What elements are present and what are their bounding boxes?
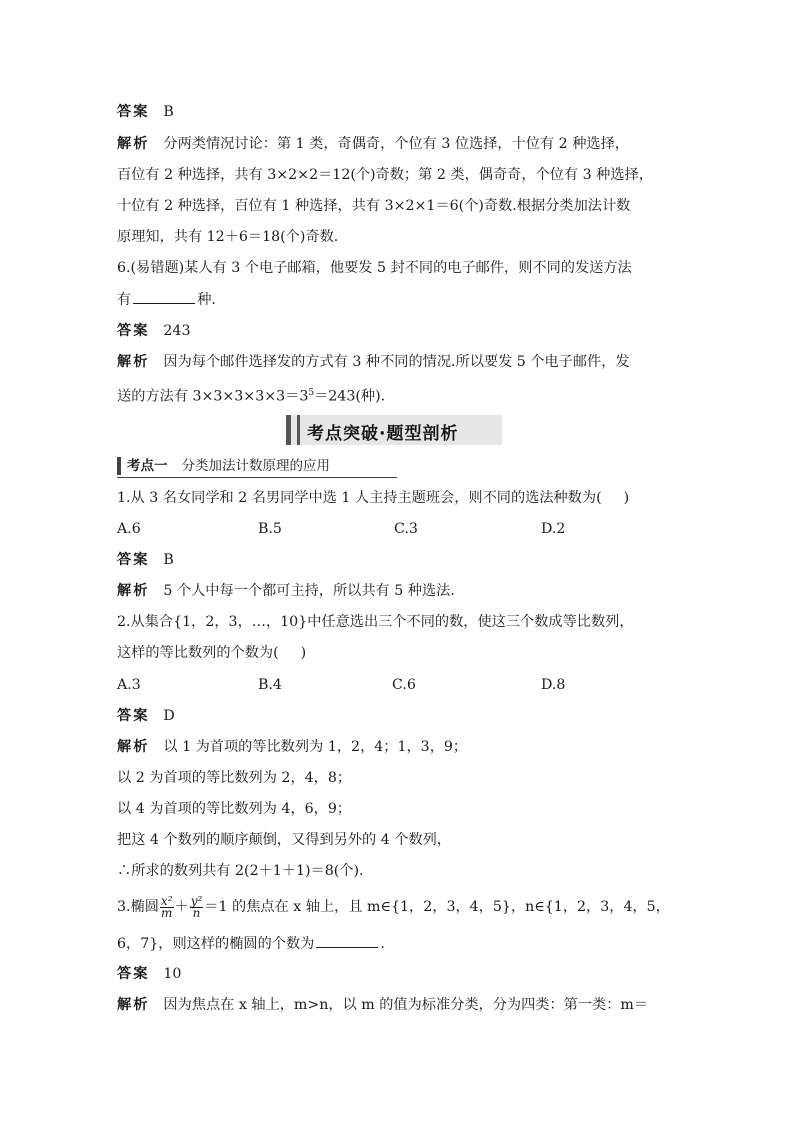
answer-value: 243 (163, 323, 191, 339)
option-b: B.4 (258, 677, 282, 693)
answer-value: 10 (163, 966, 182, 982)
question-1-stem (117, 488, 684, 508)
question-6-text: 有 (117, 292, 132, 308)
analysis-text-line (117, 383, 684, 407)
analysis-label: 解析 (117, 997, 150, 1013)
answer-label: 答案 (117, 104, 150, 120)
answer-label: 答案 (117, 708, 150, 724)
question-3-text: 3.椭圆 (117, 899, 159, 915)
option-c: C.6 (392, 677, 416, 693)
question-6-stem: 6.(易错题)某人有 3 个电子邮箱，他要发 5 封不同的电子邮件，则不同的发送方法 (117, 260, 632, 276)
analysis-row (117, 134, 684, 154)
question-3-stem (117, 892, 684, 922)
topic-header (117, 455, 397, 478)
option-a: A.6 (117, 521, 141, 537)
exponent: 5 (308, 388, 315, 398)
analysis-row (117, 737, 684, 757)
question-1-text: 1.从 3 名女同学和 2 名男同学中选 1 人主持主题班会，则不同的选法种数为( (117, 490, 602, 506)
option-d: D.8 (541, 677, 566, 693)
question-2-text: 这样的等比数列的个数为( (117, 645, 279, 661)
analysis-label: 解析 (117, 354, 150, 370)
answer-row (117, 102, 684, 122)
analysis-text: 因为每个邮件选择发的方式有 3 种不同的情况.所以要发 5 个电子邮件，发 (163, 354, 630, 370)
question-6-text-end: 种. (197, 292, 216, 308)
question-2-paren: ) (300, 645, 307, 661)
answer-value: B (163, 552, 174, 568)
answer-label: 答案 (117, 552, 150, 568)
analysis-text-line: 以 4 为首项的等比数列为 4，6，9； (117, 801, 352, 817)
analysis-text-line: ∴所求的数列共有 2(2＋1＋1)＝8(个). (117, 863, 364, 879)
analysis-label: 解析 (117, 136, 150, 152)
fraction-denominator: n (192, 905, 201, 920)
analysis-text-end: ＝243(种). (314, 388, 386, 405)
answer-row (117, 706, 684, 726)
fraction (160, 893, 174, 920)
analysis-row (117, 995, 684, 1015)
answer-row (117, 964, 684, 984)
analysis-text-line: 百位有 2 种选择，共有 3×2×2＝12(个)奇数；第 2 类，偶奇奇，个位有 3 种选择， (117, 167, 653, 183)
analysis-text-line: 原理知，共有 12＋6＝18(个)奇数. (117, 229, 339, 245)
question-3-text-end: . (380, 936, 385, 952)
question-3-stem-line2 (117, 933, 684, 954)
question-2-stem: 2.从集合{1，2，3，…，10}中任意选出三个不同的数，使这三个数成等比数列， (117, 614, 634, 630)
analysis-text-line: 以 2 为首项的等比数列为 2，4，8； (117, 770, 352, 786)
analysis-text-line: 把这 4 个数列的顺序颠倒，又得到另外的 4 个数列， (117, 832, 452, 848)
analysis-label: 解析 (117, 583, 150, 599)
analysis-text: 因为焦点在 x 轴上，m>n，以 m 的值为标准分类，分为四类：第一类：m＝ (163, 997, 649, 1013)
analysis-text: 以 1 为首项的等比数列为 1，2，4；1，3，9； (163, 739, 468, 755)
analysis-row (117, 352, 684, 372)
fraction-denominator: m (161, 905, 173, 920)
fraction-numerator: y² (190, 893, 203, 908)
answer-label: 答案 (117, 323, 150, 339)
plus-sign: ＋ (174, 899, 189, 915)
topic-heading (127, 457, 330, 475)
question-2-stem-line2 (117, 643, 684, 663)
analysis-text: 5 个人中每一个都可主持，所以共有 5 种选法. (163, 583, 455, 599)
answer-row (117, 550, 684, 570)
topic-label: 考点一 (127, 458, 168, 474)
answer-label: 答案 (117, 966, 150, 982)
fraction-numerator: x² (160, 893, 173, 908)
analysis-label: 解析 (117, 739, 150, 755)
topic-title: 分类加法计数原理的应用 (181, 458, 330, 474)
answer-value: D (163, 708, 175, 724)
banner-accent-bar (297, 415, 300, 445)
fraction (190, 893, 204, 920)
fill-blank (133, 289, 195, 304)
analysis-text: 分两类情况讨论：第 1 类，奇偶奇，个位有 3 位选择，十位有 2 种选择， (163, 136, 629, 152)
analysis-text-line: 十位有 2 种选择，百位有 1 种选择，共有 3×2×1＝6(个)奇数.根据分类加法计数 (117, 198, 631, 214)
option-a: A.3 (117, 677, 141, 693)
section-title: 考点突破·题型剖析 (307, 424, 459, 444)
section-banner (286, 415, 502, 445)
option-b: B.5 (258, 521, 282, 537)
topic-marker (117, 457, 121, 475)
analysis-text: 送的方法有 3×3×3×3×3＝3 (117, 388, 309, 405)
answer-value: B (163, 104, 174, 120)
option-d: D.2 (541, 521, 566, 537)
fill-blank (316, 933, 378, 948)
question-1-paren: ) (623, 490, 630, 506)
question-6-stem-line2 (117, 289, 684, 310)
analysis-row (117, 581, 684, 601)
answer-row (117, 321, 684, 341)
question-3-text-rest: ＝1 的焦点在 x 轴上，且 m∈{1，2，3，4，5}，n∈{1，2，3，4，5， (204, 899, 670, 915)
option-c: C.3 (394, 521, 418, 537)
question-3-text: 6，7}，则这样的椭圆的个数为 (117, 936, 315, 952)
